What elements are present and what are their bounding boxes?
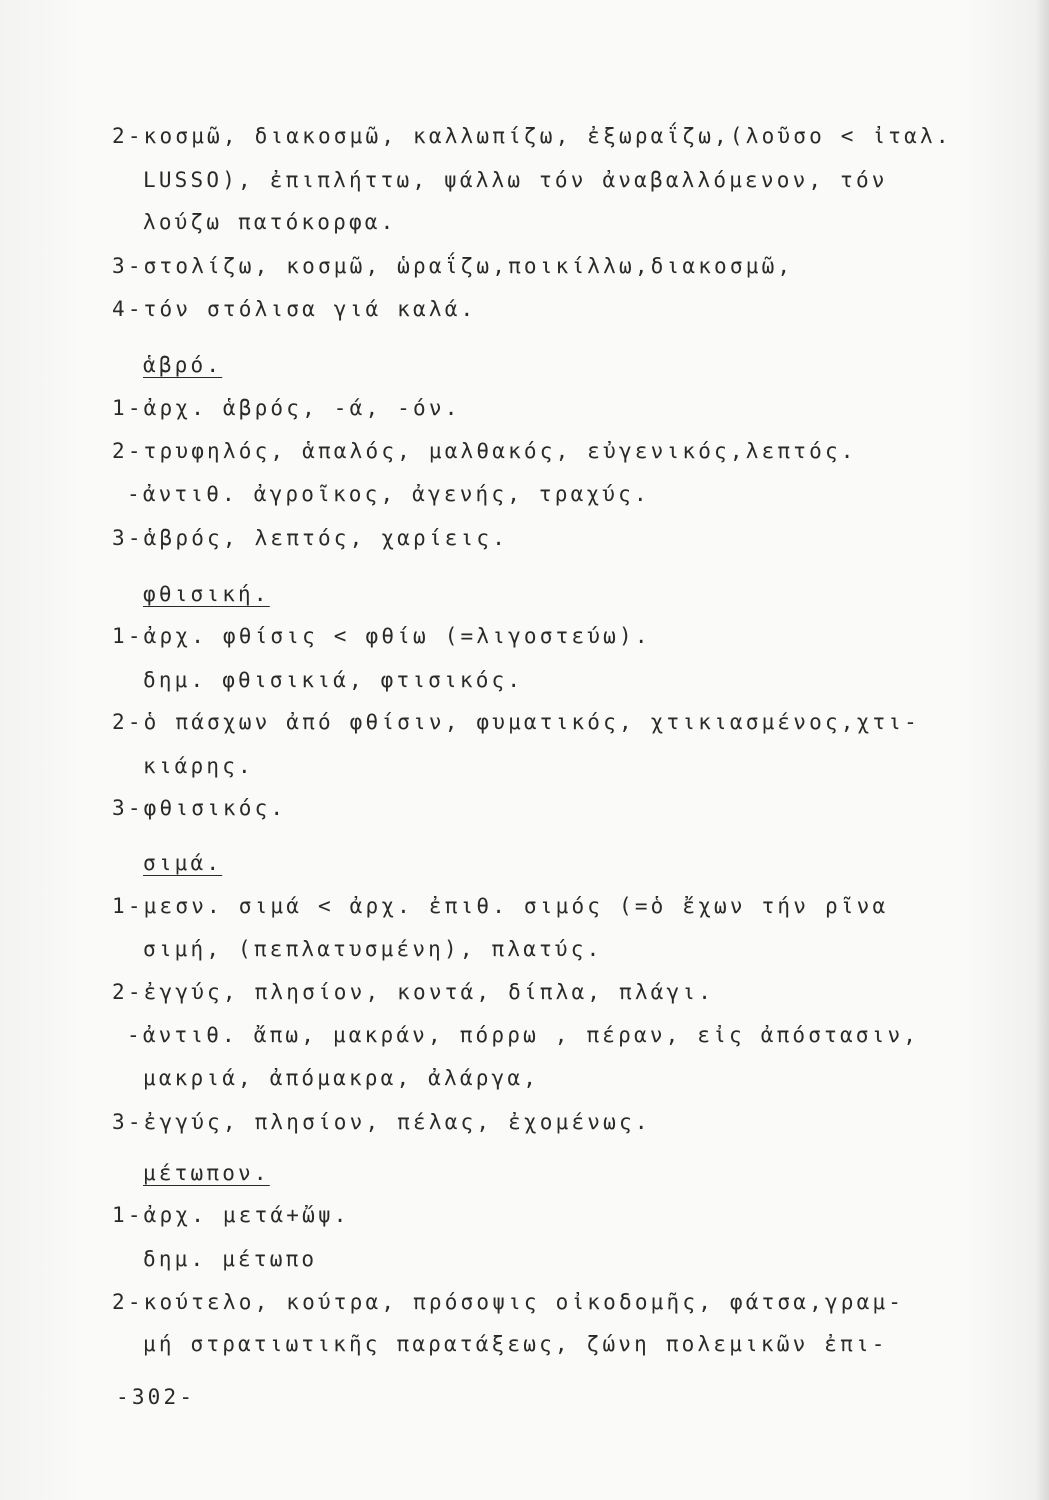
text-line: σιμή, (πεπλατυσμένη), πλατύς. [143, 937, 603, 961]
text-line: 1-ἀρχ. μετά+ὤψ. [112, 1203, 350, 1227]
text-line: -ἀντιθ. ἀγροῖκος, ἀγενής, τραχύς. [127, 482, 650, 506]
text-line: λούζω πατόκορφα. [143, 210, 397, 234]
text-line: 3-ἁβρός, λεπτός, χαρίεις. [112, 526, 509, 550]
text-line: 1-ἀρχ. φθίσις < φθίω (=λιγοστεύω). [112, 624, 651, 648]
text-line: 2-κούτελο, κούτρα, πρόσοψις οἰκοδομῆς, φάτσα,γραμ- [112, 1290, 905, 1314]
page-edge-shadow [1035, 0, 1049, 1500]
text-line: δημ. φθισικιά, φτισικός. [143, 668, 524, 692]
text-line: 2-τρυφηλός, ἁπαλός, μαλθακός, εὐγενικός,λεπτός. [112, 439, 857, 463]
text-line: δημ. μέτωπο [143, 1247, 318, 1271]
page-number: -302- [116, 1385, 196, 1409]
text-line: LUSSO), ἐπιπλήττω, ψάλλω τόν ἀναβαλλόμενον, τόν [143, 168, 888, 192]
text-line: μακριά, ἀπόμακρα, ἀλάργα, [143, 1066, 540, 1090]
text-line: κιάρης. [143, 754, 254, 778]
text-line: 2-κοσμῶ, διακοσμῶ, καλλωπίζω, ἐξωραΐζω,(λοῦσο < ἰταλ. [112, 124, 952, 148]
text-line: 4-τόν στόλισα γιά καλά. [112, 297, 477, 321]
entry-heading: σιμά. [143, 851, 223, 875]
text-line: 2-ὁ πάσχων ἀπό φθίσιν, φυματικός, χτικιασμένος,χτι- [112, 710, 920, 734]
text-line: 3-ἐγγύς, πλησίον, πέλας, ἐχομένως. [112, 1110, 651, 1134]
entry-heading: φθισική. [143, 582, 270, 606]
text-line: 3-στολίζω, κοσμῶ, ὡραΐζω,ποικίλλω,διακοσμῶ, [112, 254, 794, 278]
entry-heading: μέτωπον. [143, 1161, 270, 1185]
text-line: 3-φθισικός. [112, 796, 287, 820]
text-line: -ἀντιθ. ἄπω, μακράν, πόρρω , πέραν, εἰς ἀπόστασιν, [127, 1023, 920, 1047]
entry-heading: ἁβρό. [143, 353, 223, 377]
text-line: 1-ἀρχ. ἁβρός, -ά, -όν. [112, 396, 461, 420]
text-line: μή στρατιωτικῆς παρατάξεως, ζώνη πολεμικῶν ἐπι- [143, 1332, 888, 1356]
text-line: 2-ἐγγύς, πλησίον, κοντά, δίπλα, πλάγι. [112, 980, 715, 1004]
text-line: 1-μεσν. σιμά < ἀρχ. ἐπιθ. σιμός (=ὁ ἔχων τήν ρῖνα [112, 894, 889, 918]
